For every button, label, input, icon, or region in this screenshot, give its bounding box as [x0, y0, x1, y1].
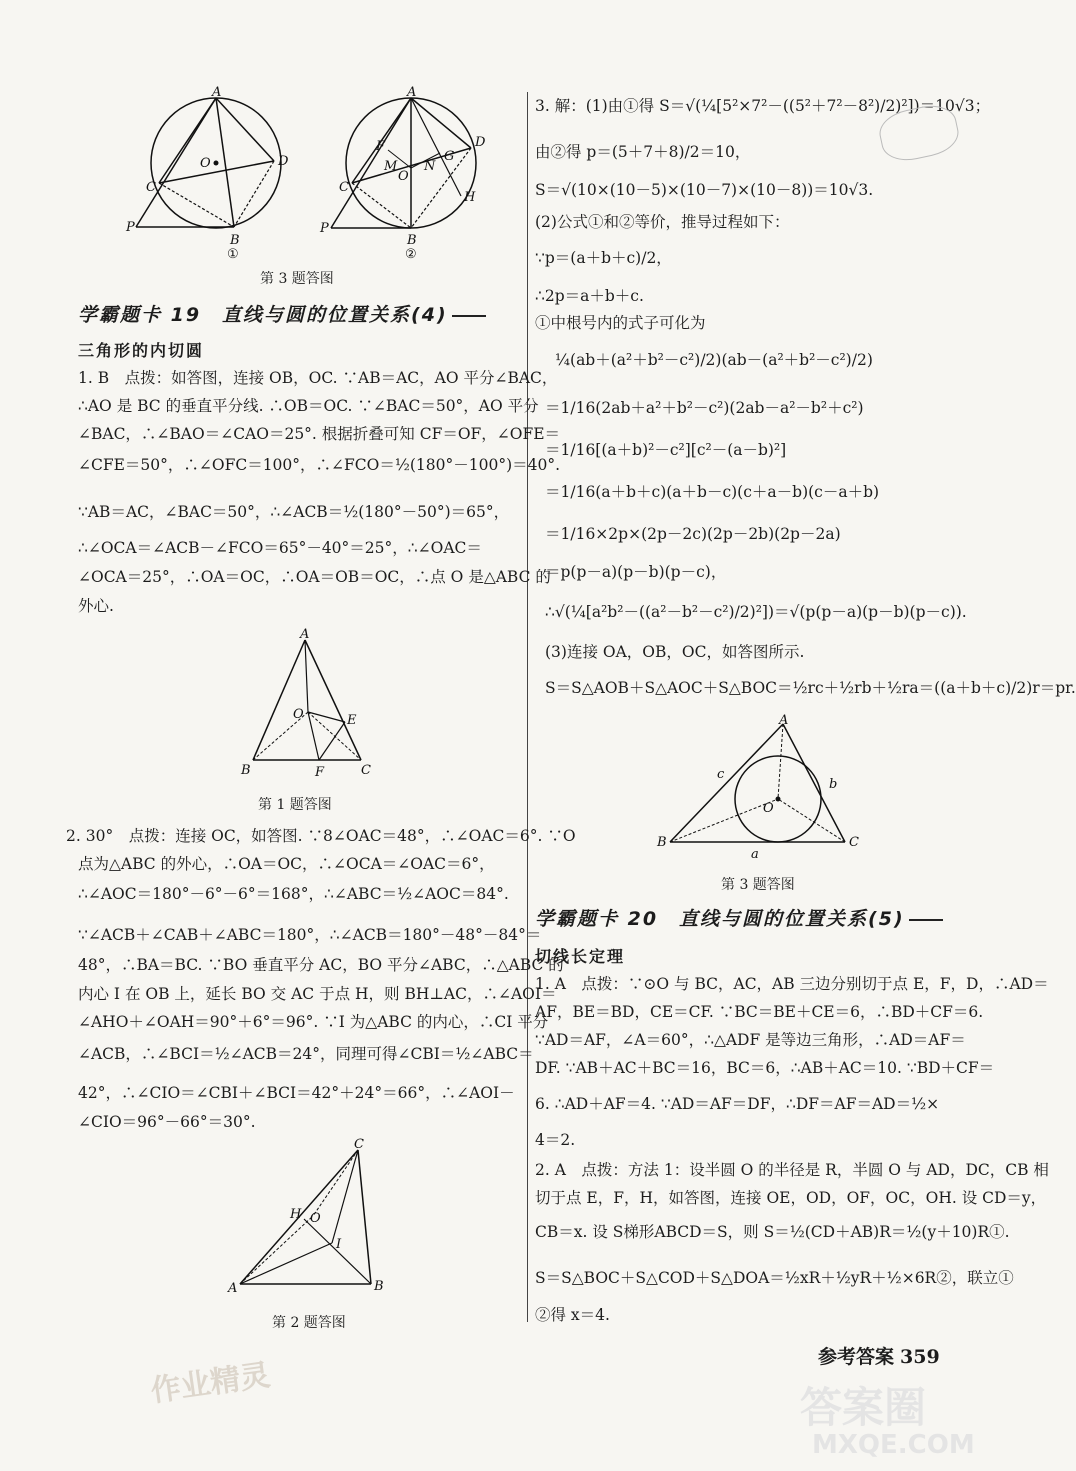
q2b-line: S＝S△BOC＋S△COD＋S△DOA＝½xR＋½yR＋½×6R②，联立① — [535, 1269, 1014, 1287]
subsection-incircle-title: 三角形的内切圆 — [78, 341, 205, 360]
q2b-line: CB＝x. 设 S梯形ABCD＝S，则 S＝½(CD＋AB)R＝½(y＋10)R①. — [535, 1223, 1010, 1241]
q2-line: 2. 30° 点拨：连接 OC，如答图. ∵8∠OAC＝48°，∴∠OAC＝6°. ∵O — [66, 827, 576, 845]
section-20-title: 学霸题卡 20 直线与圆的位置关系(5) — [535, 904, 943, 931]
fig3b-label-b: b — [829, 777, 838, 792]
q3-line: (2)公式①和②等价，推导过程如下： — [535, 213, 790, 231]
fig2-label-O: O — [310, 1211, 321, 1226]
fig2-label-B: B — [374, 1279, 384, 1294]
figure-1-diagram — [233, 628, 373, 780]
q1b-line: ∵AD＝AF，∠A＝60°，∴△ADF 是等边三角形，∴AD＝AF＝ — [535, 1031, 966, 1049]
q1-line: ∠CFE＝50°，∴∠OFC＝100°，∴∠FCO＝½(180°－100°)＝40°. — [78, 456, 561, 474]
fig3b-label-C: C — [849, 835, 859, 850]
q2b-line: ②得 x＝4. — [535, 1306, 610, 1324]
q3-line: ＝1/16[(a＋b)²－c²][c²－(a－b)²] — [545, 441, 787, 459]
fig2-label-H: H — [290, 1207, 302, 1222]
fig3b-label-a: a — [751, 847, 759, 862]
q3-line: ∵p＝(a＋b＋c)/2， — [535, 249, 672, 267]
q1-line: ∵AB＝AC，∠BAC＝50°，∴∠ACB＝½(180°－50°)＝65°， — [78, 503, 510, 521]
q3-line: (3)连接 OA，OB，OC，如答图所示. — [545, 643, 805, 661]
q3-line: ＝1/16(a＋b＋c)(a＋b－c)(c＋a－b)(c－a＋b) — [545, 483, 880, 501]
fig1-label-O: O — [293, 707, 304, 722]
column-divider — [527, 92, 528, 1322]
q2-line: ∠CIO＝96°－66°＝30°. — [78, 1113, 256, 1131]
figure-3-diagram-1 — [125, 85, 289, 262]
figure-2-diagram — [226, 1136, 386, 1296]
fig1-label-A: A — [300, 627, 310, 642]
watermark-left: 作业精灵 — [148, 1357, 273, 1410]
fig3-1-label-P: P — [126, 220, 135, 235]
fig3-1-label-O: O — [200, 156, 211, 171]
q2-line: 48°，∴BA＝BC. ∵BO 垂直平分 AC，BO 平分∠ABC，∴△ABC 的 — [78, 956, 564, 974]
fig3-1-label-number: ① — [227, 247, 239, 262]
fig3-2-label-P: P — [320, 221, 329, 236]
fig3-2-label-O: O — [398, 169, 409, 184]
q2b-line: 切于点 E，F，H，如答图，连接 OE，OD，OF，OC，OH. 设 CD＝y， — [535, 1189, 1047, 1207]
q1b-line: 1. A 点拨：∵⊙O 与 BC，AC，AB 三边分别切于点 E，F，D，∴AD＝ — [535, 975, 1049, 993]
fig3-2-label-number: ② — [405, 247, 417, 262]
q3-line: ∴2p＝a＋b＋c. — [535, 287, 644, 305]
fig3-2-label-G: G — [444, 149, 455, 164]
figure-3-caption: 第 3 题答图 — [260, 271, 334, 287]
q3-line: S＝S△AOB＋S△AOC＋S△BOC＝½rc＋½rb＋½ra＝((a＋b＋c)/2)r＝pr. — [545, 679, 1076, 697]
fig3-2-label-A: A — [407, 85, 417, 100]
figure-3-incircle-diagram — [655, 714, 880, 864]
q2-line: ∴∠AOC＝180°－6°－6°＝168°，∴∠ABC＝½∠AOC＝84°. — [78, 885, 509, 903]
q1-line: ∠OCA＝25°，∴OA＝OC，∴OA＝OB＝OC，∴点 O 是△ABC 的 — [78, 568, 551, 586]
page-footer — [818, 1342, 940, 1369]
footer-label: 参考答案 — [818, 1346, 895, 1368]
q1b-line: DF. ∵AB＋AC＋BC＝16，BC＝6，∴AB＋AC＝10. ∵BD＋CF＝ — [535, 1059, 995, 1077]
fig3-2-label-N: N — [424, 159, 436, 174]
fig2-label-A: A — [228, 1281, 238, 1296]
fig3-2-label-F: F — [376, 139, 386, 154]
fig3-1-label-A: A — [212, 85, 222, 100]
fig3-1-label-D: D — [278, 154, 289, 169]
fig3-1-label-C: C — [146, 180, 156, 195]
q1-line: ∠BAC，∴∠BAO＝∠CAO＝25°. 根据折叠可知 CF＝OF，∠OFE＝ — [78, 425, 561, 443]
q1-line: ∴∠OCA＝∠ACB－∠FCO＝65°－40°＝25°，∴∠OAC＝ — [78, 539, 482, 557]
fig3b-label-c: c — [717, 767, 725, 782]
watermark-right: 答案圈 — [800, 1383, 927, 1432]
q3-line: ①中根号内的式子可化为 — [535, 314, 706, 332]
q1b-line: 6. ∴AD＋AF＝4. ∵AD＝AF＝DF，∴DF＝AF＝AD＝½× — [535, 1095, 940, 1113]
fig3-2-label-B: B — [407, 233, 417, 248]
q3-line: ＝p(p－a)(p－b)(p－c)， — [545, 563, 727, 581]
q1-line: 1. B 点拨：如答图，连接 OB，OC. ∵AB＝AC，AO 平分∠BAC， — [78, 369, 558, 387]
q2-line: 42°，∴∠CIO＝∠CBI＋∠BCI＝42°＋24°＝66°，∴∠AOI－ — [78, 1084, 515, 1102]
q2-line: ∠ACB，∴∠BCI＝½∠ACB＝24°，同理可得∠CBI＝½∠ABC＝ — [78, 1045, 534, 1063]
fig3-1-label-B: B — [230, 233, 240, 248]
q2-line: ∠AHO＋∠OAH＝90°＋6°＝96°. ∵I 为△ABC 的内心，∴CI 平分 — [78, 1013, 549, 1031]
fig3-2-label-H: H — [464, 190, 476, 205]
q3-line: S＝√(10×(10－5)×(10－7)×(10－8))＝10√3. — [535, 181, 874, 199]
q3-line: ＝1/16(2ab＋a²＋b²－c²)(2ab－a²－b²＋c²) — [545, 399, 864, 417]
figure-3-diagram-2 — [319, 85, 486, 262]
fig2-label-C: C — [354, 1137, 364, 1152]
figure-1-caption: 第 1 题答图 — [258, 797, 332, 813]
figure-2-caption: 第 2 题答图 — [272, 1315, 346, 1331]
q2b-line: 2. A 点拨：方法 1：设半圆 O 的半径是 R，半圆 O 与 AD，DC，CB 相 — [535, 1161, 1049, 1179]
fig1-label-C: C — [361, 763, 371, 778]
section-19-title: 学霸题卡 19 直线与圆的位置关系(4) — [78, 300, 486, 327]
fig1-label-E: E — [347, 713, 357, 728]
fig3b-label-A: A — [779, 713, 789, 728]
figure-3-left — [126, 85, 496, 262]
q3-line: ¼(ab＋(a²＋b²－c²)/2)(ab－(a²＋b²－c²)/2) — [555, 351, 873, 369]
page-number: 359 — [900, 1346, 940, 1368]
subsection-tangent-title: 切线长定理 — [535, 947, 626, 966]
q1-line: 外心. — [78, 597, 114, 615]
q1b-line: AF，BE＝BD，CE＝CF. ∵BC＝BE＋CE＝6，∴BD＋CF＝6. — [535, 1003, 984, 1021]
q2-line: ∵∠ACB＋∠CAB＋∠ABC＝180°，∴∠ACB＝180°－48°－84°＝ — [78, 926, 542, 944]
q3-line: 3. 解：(1)由①得 S＝√(¼[5²×7²－((5²＋7²－8²)/2)²])＝10√3； — [535, 97, 991, 115]
fig3-2-label-C: C — [339, 180, 349, 195]
q2-line: 点为△ABC 的外心，∴OA＝OC，∴∠OCA＝∠OAC＝6°， — [78, 855, 495, 873]
fig2-label-I: I — [336, 1237, 342, 1252]
fig1-label-F: F — [315, 765, 325, 780]
q3-line: ＝1/16×2p×(2p－2c)(2p－2b)(2p－2a) — [545, 525, 841, 543]
q1-line: ∴AO 是 BC 的垂直平分线. ∴OB＝OC. ∵∠BAC＝50°，AO 平分 — [78, 397, 539, 415]
fig3b-label-B: B — [657, 835, 667, 850]
figure-3b-caption: 第 3 题答图 — [721, 877, 795, 893]
q3-line: 由②得 p＝(5＋7＋8)/2＝10， — [535, 143, 751, 161]
fig1-label-B: B — [241, 763, 251, 778]
fig3b-label-O: O — [763, 801, 774, 816]
watermark-url: MXQE.COM — [812, 1430, 975, 1460]
q2-line: 内心 I 在 OB 上，延长 BO 交 AC 于点 H，则 BH⊥AC，∴∠AOI＝ — [78, 985, 557, 1003]
fig3-2-label-D: D — [475, 135, 486, 150]
q1b-line: 4＝2. — [535, 1131, 576, 1149]
q3-line: ∴√(¼[a²b²－((a²－b²－c²)/2)²])＝√(p(p－a)(p－b)(p－c)). — [545, 603, 967, 621]
fig3-2-label-M: M — [384, 159, 398, 174]
